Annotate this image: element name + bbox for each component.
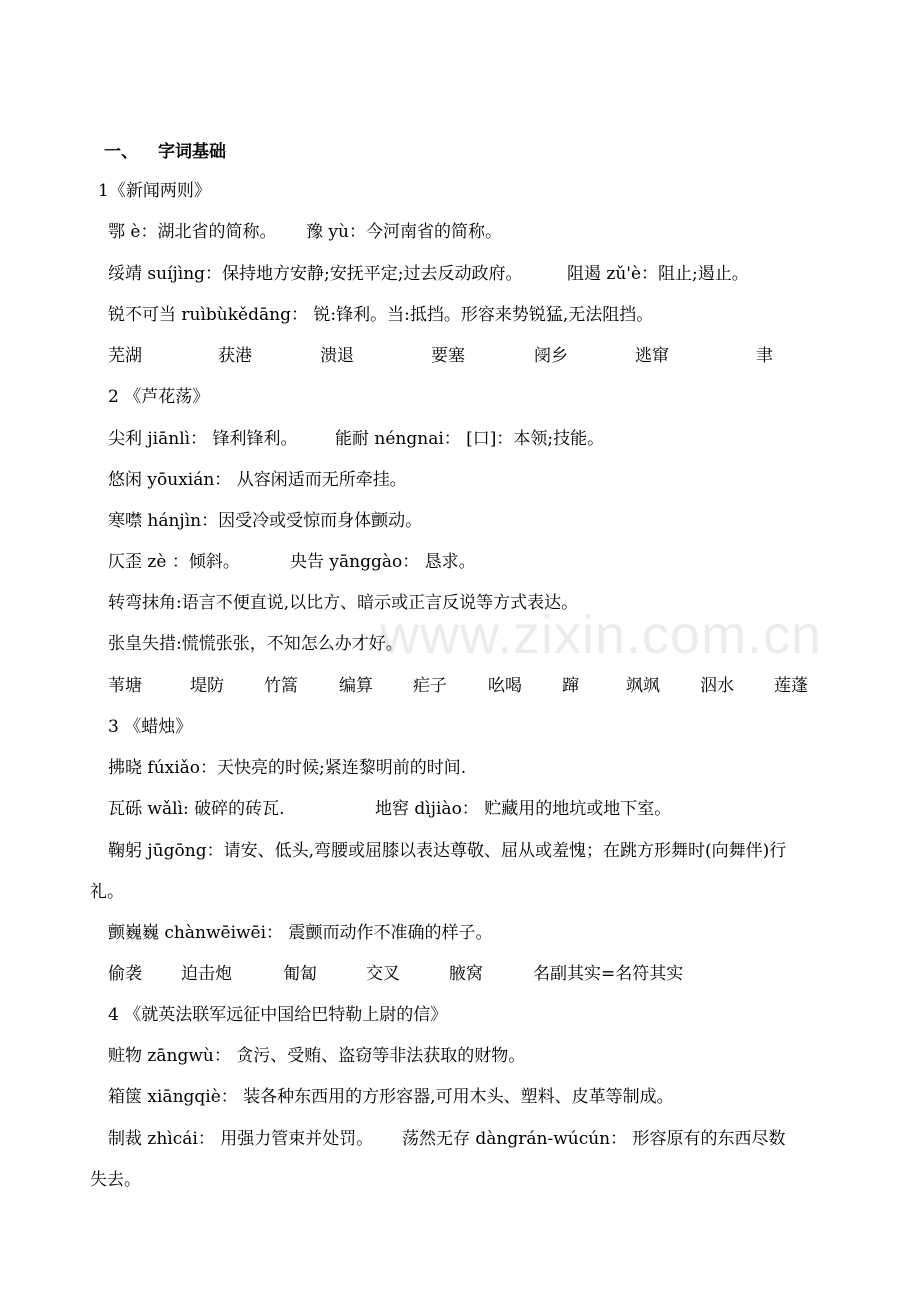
section-title-4: 4 《就英法联军远征中国给巴特勒上尉的信》 — [108, 1005, 448, 1025]
word-item: 偷袭 — [108, 964, 142, 984]
word-item: 匍匐 — [283, 964, 317, 984]
entry-dijiao: 地窖 dìjiào： 贮藏用的地坑或地下室。 — [375, 799, 672, 819]
word-item: 莲蓬 — [774, 676, 808, 696]
entry-yu: 豫 yù：今河南省的简称。 — [306, 222, 502, 242]
entry-line — [108, 221, 276, 243]
entry-suijing: 绥靖 suíjìng：保持地方安静;安抚平定;过去反动政府。 — [108, 264, 523, 284]
word-item: 获港 — [218, 346, 252, 366]
word-item: 交叉 — [366, 964, 400, 984]
entry-zewai: 仄歪 zè ：倾斜。 — [108, 552, 240, 572]
entry-wali: 瓦砾 wǎlì: 破碎的砖瓦. — [108, 799, 285, 819]
word-item: 苇塘 — [108, 676, 142, 696]
word-item: 芜湖 — [108, 346, 142, 366]
entry-xiangqie: 箱箧 xiāngqiè： 装各种东西用的方形容器,可用木头、塑料、皮革等制成。 — [108, 1087, 674, 1107]
word-item: 阌乡 — [534, 346, 568, 366]
word-item: 编算 — [339, 676, 373, 696]
word-item: 要塞 — [431, 346, 465, 366]
section-heading — [104, 141, 226, 163]
section-title-2: 2 《芦花荡》 — [108, 387, 210, 407]
word-item: 堤防 — [190, 676, 224, 696]
word-item: 逃窜 — [635, 346, 669, 366]
watermark: www.zixin.com.cn — [380, 605, 823, 665]
entry-jugong: 鞠躬 jūgōng：请安、低头,弯腰或屈膝以表达尊敬、屈从或羞愧；在跳方形舞时(向舞伴)行 — [108, 841, 787, 861]
heading-number: 一、 — [104, 142, 138, 162]
entry-zangwu: 赃物 zāngwù： 贪污、受贿、盗窃等非法获取的财物。 — [108, 1046, 526, 1066]
entry-dangranwucun-cont: 失去。 — [90, 1170, 141, 1190]
word-item: 吆喝 — [488, 676, 522, 696]
word-item: 疟子 — [413, 676, 447, 696]
word-item: 蹿 — [562, 676, 579, 696]
entry-line — [306, 221, 502, 243]
entry-ruibukedang: 锐不可当 ruìbùkědāng： 锐:锋利。当:抵挡。形容来势锐猛,无法阻挡。 — [108, 305, 654, 325]
word-item: 溃退 — [320, 346, 354, 366]
entry-yanggao: 央告 yānggào： 恳求。 — [290, 552, 476, 572]
entry-fuxiao: 拂晓 fúxiǎo：天快亮的时候;紧连黎明前的时间. — [108, 758, 467, 778]
entry-youxian: 悠闲 yōuxián： 从容闲适而无所牵挂。 — [108, 470, 407, 490]
word-item: 飒飒 — [626, 676, 660, 696]
word-item: 迫击炮 — [181, 964, 232, 984]
entry-chanweiwei: 颤巍巍 chànwēiwēi： 震颤而动作不准确的样子。 — [108, 923, 493, 943]
entry-e: 鄂 è：湖北省的简称。 — [108, 222, 277, 242]
entry-zhicai: 制裁 zhìcái： 用强力管束并处罚。 — [108, 1129, 374, 1149]
entry-jugong-cont: 礼。 — [90, 882, 124, 902]
word-item: 名副其实=名符其实 — [533, 964, 684, 984]
entry-zhuanwan: 转弯抹角:语言不便直说,以比方、暗示或正言反说等方式表达。 — [108, 593, 579, 613]
entry-line — [567, 263, 749, 285]
word-item: 竹篙 — [264, 676, 298, 696]
entry-zue: 阻遏 zǔ'è：阻止;遏止。 — [567, 264, 749, 284]
entry-hanjin: 寒噤 hánjìn：因受冷或受惊而身体颤动。 — [108, 511, 423, 531]
section-title-1: 1《新闻两则》 — [98, 181, 211, 201]
word-item: 腋窝 — [449, 964, 483, 984]
entry-jianli: 尖利 jiānlì： 锋利锋利。 — [108, 429, 298, 449]
entry-zhanghuang: 张皇失措:慌慌张张，不知怎么办才好。 — [108, 634, 403, 654]
word-item: 泅水 — [700, 676, 734, 696]
entry-nengnai: 能耐 néngnai： [口]：本领;技能。 — [335, 429, 605, 449]
entry-line — [108, 263, 523, 285]
section-title-3: 3 《蜡烛》 — [108, 717, 193, 737]
word-item: 聿 — [756, 346, 773, 366]
entry-dangranwucun: 荡然无存 dàngrán-wúcún： 形容原有的东西尽数 — [402, 1129, 786, 1149]
heading-title: 字词基础 — [158, 142, 226, 162]
